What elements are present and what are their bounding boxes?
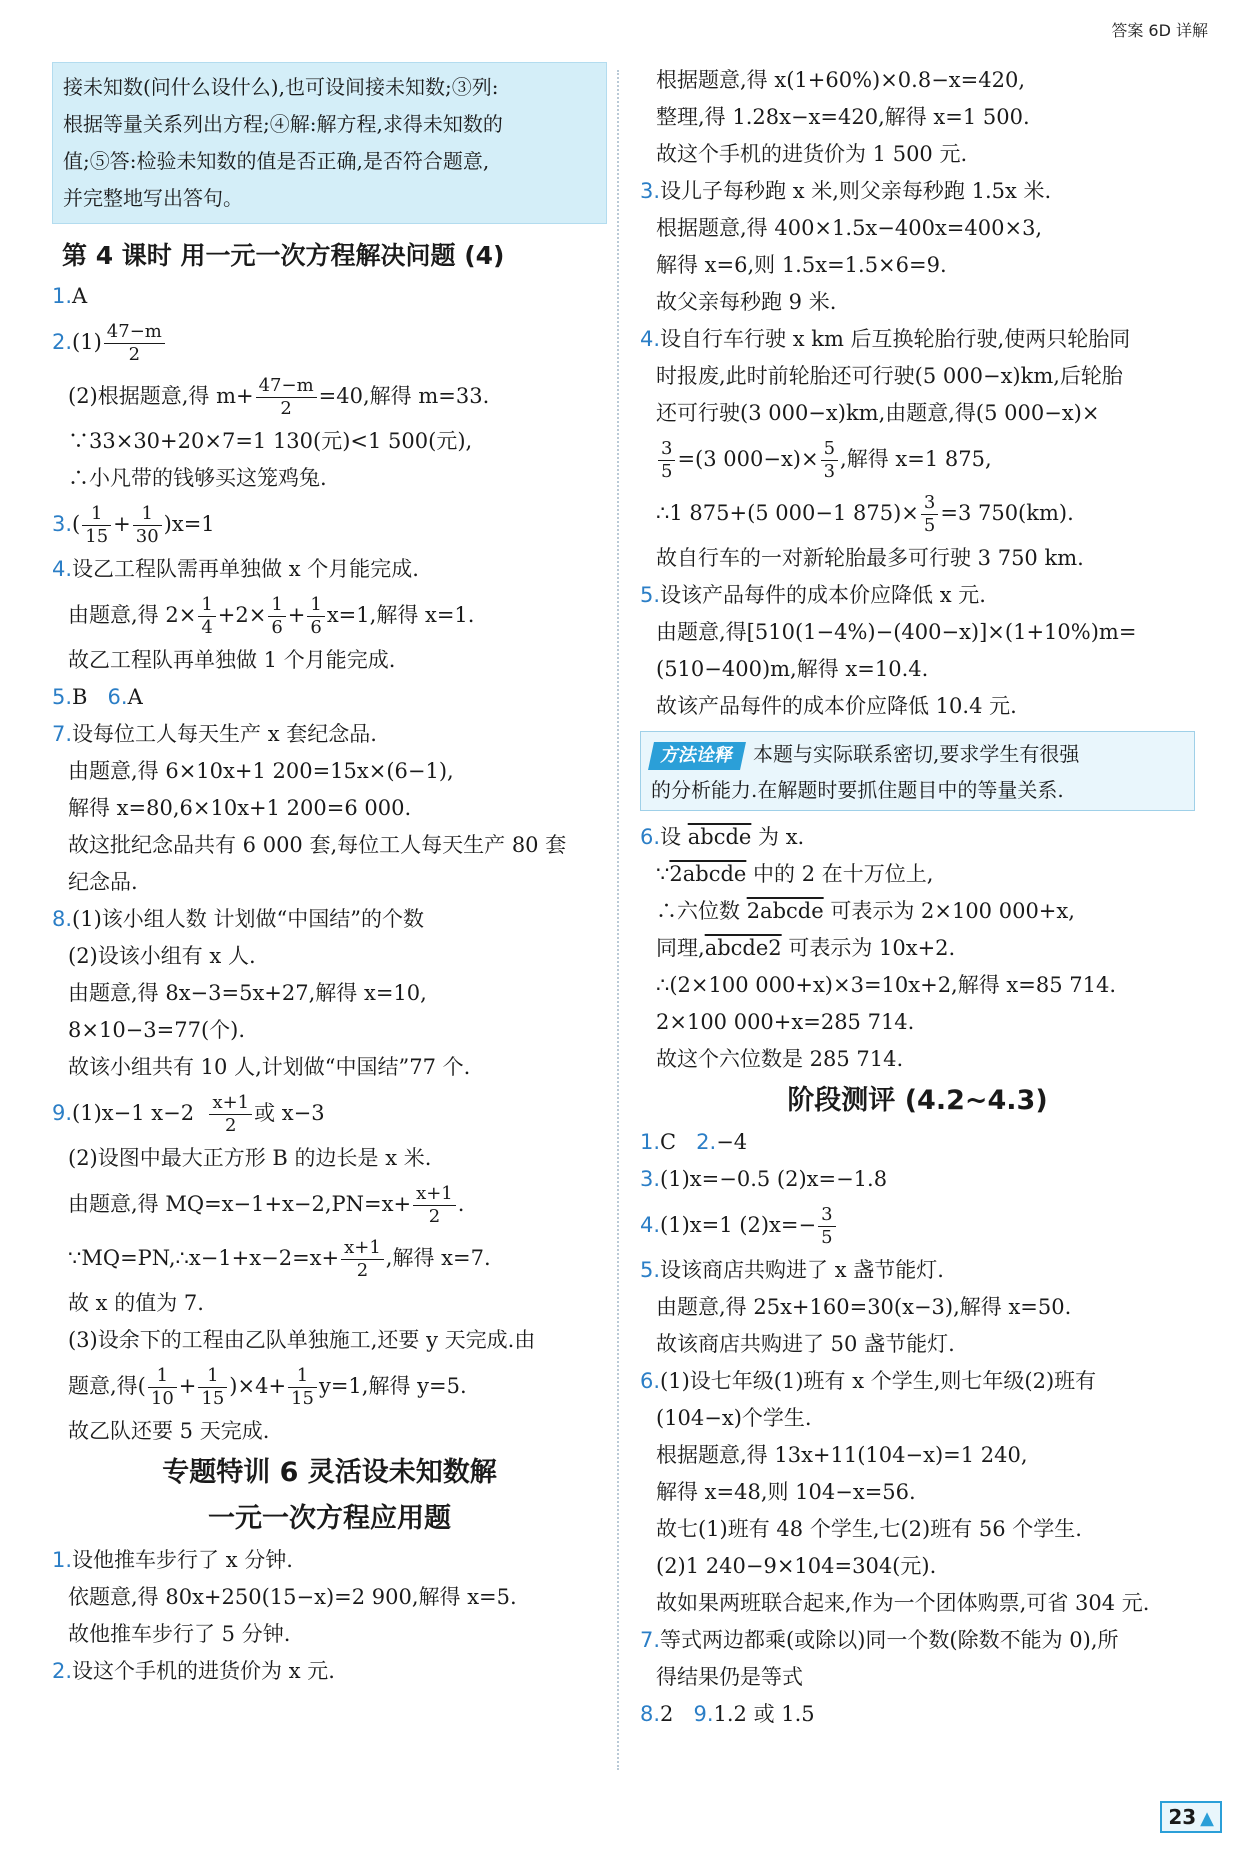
question-number: 1. [52, 1548, 73, 1572]
question-number: 6. [640, 825, 661, 849]
question-number: 7. [640, 1628, 661, 1652]
stage-answer-5: 5.设该商店共购进了 x 盏节能灯. [640, 1258, 944, 1282]
section-title: 阶段测评 (4.2~4.3) [787, 1085, 1048, 1116]
answer-line: (2)设图中最大正方形 B 的边长是 x 米. [68, 1146, 432, 1170]
answer-line: 故 x 的值为 7. [68, 1291, 204, 1315]
answer-line: 故乙工程队再单独做 1 个月能完成. [68, 648, 396, 672]
answer-line: 由题意,得 6×10x+1 200=15x×(6−1), [68, 759, 454, 783]
fraction: $\frac{x+1}{2}$ [209, 1092, 252, 1137]
answer-line: $\frac{3}{5}$ =(3 000−x)× $\frac{5}{3}$ ,解得 x=1 875, [640, 432, 1195, 486]
special-answer-2: 2.设这个手机的进货价为 x 元. [52, 1659, 335, 1683]
answer-line: 纪念品. [68, 870, 138, 894]
page-number: 23 ▲ [1160, 1801, 1222, 1833]
fraction: $\frac{1}{15}$ [82, 503, 111, 548]
answer-line: 由题意,得 25x+160=30(x−3),解得 x=50. [656, 1295, 1072, 1319]
answer-line: 故该商店共购进了 50 盏节能灯. [656, 1332, 955, 1356]
answer-line: 由题意,得[510(1−4%)−(400−x)]×(1+10%)m= [656, 620, 1137, 644]
question-number: 7. [52, 722, 73, 746]
answer-line: (510−400)m,解得 x=10.4. [656, 657, 929, 681]
answer-line: 由题意,得 8x−3=5x+27,解得 x=10, [68, 981, 427, 1005]
answer-line: 故该小组共有 10 人,计划做“中国结”77 个. [68, 1055, 471, 1079]
fraction: $\frac{47-m}{2}$ [256, 375, 317, 420]
answer-line: 根据题意,得 400×1.5x−400x=400×3, [656, 216, 1043, 240]
question-number: 3. [640, 179, 661, 203]
answer-line: ∴六位数 2abcde 可表示为 2×100 000+x, [656, 899, 1075, 923]
answer-line: 2×100 000+x=285 714. [656, 1010, 915, 1034]
answer-text: A [72, 284, 88, 308]
fraction: $\frac{x+1}{2}$ [341, 1237, 384, 1282]
question-number: 3. [640, 1167, 661, 1191]
question-number: 8. [52, 907, 73, 931]
question-number: 9. [52, 1101, 73, 1125]
special-answer-4: 4.设自行车行驶 x km 后互换轮胎行驶,使两只轮胎同 [640, 327, 1131, 351]
stage-answer-6: 6.(1)设七年级(1)班有 x 个学生,则七年级(2)班有 [640, 1369, 1097, 1393]
special-answer-1: 1.设他推车步行了 x 分钟. [52, 1548, 293, 1572]
fraction: $\frac{1}{15}$ [288, 1365, 317, 1410]
fraction: $\frac{1}{30}$ [133, 503, 162, 548]
answer-line: 故该产品每件的成本价应降低 10.4 元. [656, 694, 1017, 718]
answer-line: (3)设余下的工程由乙队单独施工,还要 y 天完成.由 [68, 1328, 536, 1352]
method-note: 方法诠释 本题与实际联系密切,要求学生有很强 的分析能力.在解题时要抓住题目中的等量关系. [640, 731, 1195, 811]
answer-line: 故这个六位数是 285 714. [656, 1047, 904, 1071]
answer-line: 还可行驶(3 000−x)km,由题意,得(5 000−x)× [656, 401, 1100, 425]
answer-line: 由题意,得 2× $\frac{1}{4}$ +2× $\frac{1}{6}$ + $\frac{1}{6}$ x=1,解得 x=1. [68, 594, 475, 638]
method-tag: 方法诠释 [648, 742, 746, 770]
fraction: $\frac{1}{6}$ [268, 594, 285, 639]
stage-answer-4: 4.(1)x=1 (2)x=− $\frac{3}{5}$ [640, 1198, 1195, 1252]
answer-line: ∵MQ=PN,∴x−1+x−2=x+ $\frac{x+1}{2}$ ,解得 x=7. [68, 1237, 491, 1281]
fraction: $\frac{1}{6}$ [307, 594, 324, 639]
answer-line: 由题意,得 MQ=x−1+x−2,PN=x+ $\frac{x+1}{2}$ . [68, 1183, 465, 1227]
answer-line: 解得 x=80,6×10x+1 200=6 000. [68, 796, 412, 820]
answer-line: ∵33×30+20×7=1 130(元)<1 500(元), [68, 429, 473, 453]
answer-9: 9.(1)x−1 x−2 $\frac{x+1}{2}$ 或 x−3 [52, 1092, 325, 1136]
question-number: 4. [640, 327, 661, 351]
question-number: 1. [52, 284, 73, 308]
fraction: $\frac{1}{15}$ [198, 1365, 227, 1410]
answer-line: (2)根据题意,得 m+ $\frac{47-m}{2}$ =40,解得 m=33. [68, 375, 490, 419]
answer-line: (104−x)个学生. [656, 1406, 812, 1430]
answer-line: 故七(1)班有 48 个学生,七(2)班有 56 个学生. [656, 1517, 1082, 1541]
answer-line: 故这个手机的进货价为 1 500 元. [656, 142, 968, 166]
special-answer-3: 3.设儿子每秒跑 x 米,则父亲每秒跑 1.5x 米. [640, 179, 1052, 203]
answer-line: 故自行车的一对新轮胎最多可行驶 3 750 km. [656, 546, 1084, 570]
question-number: 4. [640, 1213, 661, 1237]
callout-line: 根据等量关系列出方程;④解:解方程,求得未知数的 [63, 112, 503, 136]
answer-line: 故乙队还要 5 天完成. [68, 1419, 270, 1443]
answer-line: 整理,得 1.28x−x=420,解得 x=1 500. [656, 105, 1030, 129]
answer-line: 故这批纪念品共有 6 000 套,每位工人每天生产 80 套 [68, 833, 567, 857]
callout-line: 并完整地写出答句。 [63, 186, 243, 210]
answer-line: (2)1 240−9×104=304(元). [656, 1554, 937, 1578]
stage-answer-1-2: 1.C 2.−4 [640, 1130, 748, 1154]
answer-line: 根据题意,得 x(1+60%)×0.8−x=420, [656, 68, 1025, 92]
answer-2 [52, 315, 607, 369]
stage-answer-3: 3.(1)x=−0.5 (2)x=−1.8 [640, 1167, 888, 1191]
answer-line: (2)设该小组有 x 人. [68, 944, 256, 968]
special-answer-5: 5.设该产品每件的成本价应降低 x 元. [640, 583, 986, 607]
answer-line: ∵2abcde 中的 2 在十万位上, [656, 862, 934, 886]
callout-box [52, 62, 607, 224]
answer-5-6: 5.B 6.A [52, 685, 143, 709]
question-number: 3. [52, 512, 73, 536]
fraction: $\frac{1}{10}$ [148, 1365, 177, 1410]
answer-line: 故如果两班联合起来,作为一个团体购票,可省 304 元. [656, 1591, 1150, 1615]
answer-line: 依题意,得 80x+250(15−x)=2 900,解得 x=5. [68, 1585, 517, 1609]
column-divider [617, 70, 619, 1770]
answer-text: (1) [72, 330, 102, 354]
answer-7: 7.设每位工人每天生产 x 套纪念品. [52, 722, 377, 746]
up-arrow-icon: ▲ [1200, 1808, 1214, 1829]
question-number: 2. [52, 1659, 73, 1683]
fraction: $\frac{1}{4}$ [198, 594, 215, 639]
answer-line: 解得 x=6,则 1.5x=1.5×6=9. [656, 253, 947, 277]
answer-line: ∴小凡带的钱够买这笼鸡兔. [68, 466, 327, 490]
question-number: 5. [640, 583, 661, 607]
answer-line: 解得 x=48,则 104−x=56. [656, 1480, 916, 1504]
answer-line: 时报废,此时前轮胎还可行驶(5 000−x)km,后轮胎 [656, 364, 1123, 388]
left-column [52, 62, 607, 1690]
method-line: 的分析能力.在解题时要抓住题目中的等量关系. [651, 778, 1064, 802]
fraction: $\frac{3}{5}$ [921, 492, 938, 537]
special-answer-6: 6.设 abcde 为 x. [640, 825, 805, 849]
answer-line: ∴1 875+(5 000−1 875)× $\frac{3}{5}$ =3 750(km). [656, 492, 1074, 536]
answer-line: 根据题意,得 13x+11(104−x)=1 240, [656, 1443, 1028, 1467]
stage-answer-7: 7.等式两边都乘(或除以)同一个数(除数不能为 0),所 [640, 1628, 1119, 1652]
answer-line: 故他推车步行了 5 分钟. [68, 1622, 291, 1646]
fraction: $\frac{3}{5}$ [818, 1204, 835, 1249]
question-number: 2. [52, 330, 73, 354]
fraction: $\frac{x+1}{2}$ [413, 1183, 456, 1228]
question-number: 4. [52, 557, 73, 581]
answer-4: 4.设乙工程队需再单独做 x 个月能完成. [52, 557, 419, 581]
question-number: 6. [640, 1369, 661, 1393]
callout-line: 接未知数(问什么设什么),也可设间接未知数;③列: [63, 75, 499, 99]
fraction: $\frac{5}{3}$ [821, 438, 838, 483]
section-title: 一元一次方程应用题 [208, 1503, 451, 1534]
answer-line: ∴(2×100 000+x)×3=10x+2,解得 x=85 714. [656, 973, 1117, 997]
header-tag: 答案 6D 详解 [1111, 21, 1208, 40]
answer-1 [52, 278, 607, 315]
answer-line: 8×10−3=77(个). [68, 1018, 246, 1042]
right-column [640, 62, 1195, 1733]
answer-line: 题意,得( $\frac{1}{10}$ + $\frac{1}{15}$ )×4+ $\frac{1}{15}$ y=1,解得 y=5. [68, 1365, 467, 1409]
answer-line: 得结果仍是等式 [656, 1665, 803, 1689]
answer-line: 故父亲每秒跑 9 米. [656, 290, 837, 314]
answer-8: 8.(1)该小组人数 计划做“中国结”的个数 [52, 907, 424, 931]
answer-3: 3.( $\frac{1}{15}$ + $\frac{1}{30}$ )x=1 [52, 503, 215, 547]
stage-answer-8-9: 8.2 9.1.2 或 1.5 [640, 1702, 815, 1726]
answer-line: 同理,abcde2 可表示为 10x+2. [656, 936, 956, 960]
fraction: $\frac{47-m}{2}$ [104, 321, 165, 366]
fraction: $\frac{3}{5}$ [658, 438, 675, 483]
section-title: 专题特训 6 灵活设未知数解 [162, 1457, 497, 1488]
callout-line: 值;⑤答:检验未知数的值是否正确,是否符合题意, [63, 149, 490, 173]
lesson-title: 第 4 课时 用一元一次方程解决问题 (4) [62, 241, 505, 270]
question-number: 5. [640, 1258, 661, 1282]
